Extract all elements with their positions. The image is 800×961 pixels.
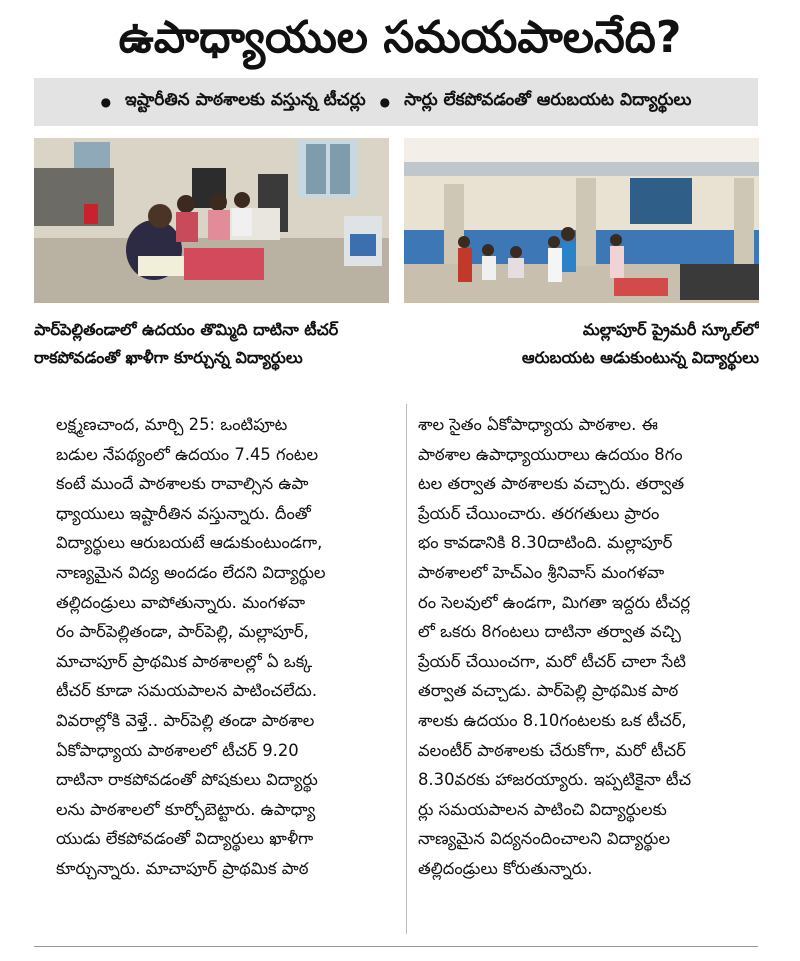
column-divider: [406, 404, 407, 934]
body-line: ప్రేయర్ చేయించగా, మరో టీచర్ చాలా సేటి: [418, 651, 686, 671]
photo-classroom-students: [34, 138, 389, 303]
body-line: టల తర్వాత పాఠశాలకు వచ్చారు. తర్వాత: [418, 474, 685, 494]
bullet-icon: ●: [379, 95, 391, 109]
body-line: శాల సైతం ఏకోపాధ్యాయ పాఠశాల. ఈ: [418, 415, 658, 434]
body-line: రం పార్‌పెల్లితండా, పార్‌పెల్లి, మల్లాపూర్,: [56, 622, 309, 642]
body-line: ఏకోపాధ్యాయ పాఠశాలలో టీచర్ 9.20: [56, 740, 299, 760]
article-column-left: [56, 410, 400, 940]
body-line: వలంటీర్ పాఠశాలకు చేరుకోగా, మరో టీచర్: [418, 740, 686, 760]
headline: ఉపాధ్యాయుల సమయపాలనేది?: [118, 12, 682, 63]
body-line: మాచాపూర్ ప్రాథమిక పాఠశాలల్లో ఏ ఒక్క: [56, 651, 313, 671]
subheadline-1: ఇష్టారీతిన పాఠశాలకు వస్తున్న టీచర్లు: [125, 90, 366, 110]
body-line: నాణ్యమైన విద్య అందడం లేదని విద్యార్థుల: [56, 562, 326, 582]
body-line: బడుల నేపథ్యంలో ఉదయం 7.45 గంటల: [56, 444, 319, 464]
body-line: శాలకు ఉదయం 8.10గంటలకు ఒక టీచర్,: [418, 710, 687, 730]
body-line: ర్లు సమయపాలన పాటించి విద్యార్థులకు: [418, 799, 667, 819]
bottom-rule: [34, 946, 758, 947]
body-line: లను పాఠశాలలో కూర్చోబెట్టారు. ఉపాధ్యా: [56, 799, 316, 819]
caption-line: పార్‌పెల్లితండాలో ఉదయం తొమ్మిది దాటినా టీచర్: [34, 320, 339, 339]
caption-line: రాకపోవడంతో ఖాళీగా కూర్చున్న విద్యార్థులు: [34, 348, 303, 367]
body-line: ప్రేయర్ చేయించారు. తరగతులు ప్రారం: [418, 503, 660, 523]
body-line: విద్యార్థులు ఆరుబయటే ఆడుకుంటుండగా,: [56, 533, 323, 553]
body-line: 8.30వరకు హాజరయ్యారు. ఇప్పటికైనా టీచ: [418, 770, 692, 790]
body-line: పాఠశాల ఉపాధ్యాయురాలు ఉదయం 8గం: [418, 444, 683, 464]
body-line: వివరాల్లోకి వెళ్తే.. పార్‌పెల్లి తండా పాఠశాల: [56, 710, 315, 730]
photo-outdoor-students: [404, 138, 759, 303]
subheadline-bar: [34, 78, 758, 126]
body-line: నాణ్యమైన విద్యనందించాలని విద్యార్థుల: [418, 829, 671, 849]
body-line: లక్ష్మణచాంద, మార్చి 25: ఒంటిపూట: [56, 415, 288, 434]
body-line: భం కావడానికి 8.30దాటింది. మల్లాపూర్: [418, 533, 673, 553]
body-line: తల్లిదండ్రులు వాపోతున్నారు. మంగళవా: [56, 592, 306, 612]
body-line: పాఠశాలలో హెచ్‌ఎం శ్రీనివాస్ మంగళవా: [418, 562, 665, 582]
body-line: కంటే ముందే పాఠశాలకు రావాల్సిన ఉపా: [56, 474, 309, 494]
bullet-icon: ●: [100, 95, 112, 109]
body-line: ధ్యాయులు ఇష్టారీతిన వస్తున్నారు. దీంతో: [56, 503, 311, 523]
caption-line: మల్లాపూర్ ప్రైమరీ స్కూల్‌లో: [582, 320, 759, 339]
body-line: యుడు లేకపోవడంతో విద్యార్థులు ఖాళీగా: [56, 829, 314, 849]
body-line: లో ఒకరు 8గంటలు దాటినా తర్వాత వచ్చి: [418, 622, 681, 642]
body-line: కూర్చున్నారు. మాచాపూర్ ప్రాథమిక పాఠ: [56, 858, 309, 878]
body-line: టీచర్ కూడా సమయపాలన పాటించలేదు.: [56, 681, 318, 701]
body-line: తర్వాత వచ్చాడు. పార్‌పెల్లి ప్రాథమిక పాఠ: [418, 681, 679, 701]
caption-right: [404, 316, 759, 382]
subheadline-2: సార్లు లేకపోవడంతో ఆరుబయట విద్యార్థులు: [404, 90, 692, 110]
caption-line: ఆరుబయట ఆడుకుంటున్న విద్యార్థులు: [521, 348, 759, 367]
body-line: రం సెలవులో ఉండగా, మిగతా ఇద్దరు టీచర్ల: [418, 592, 691, 612]
article-column-right: [418, 410, 762, 940]
caption-left: [34, 316, 404, 382]
body-line: తల్లిదండ్రులు కోరుతున్నారు.: [418, 858, 593, 878]
body-line: దాటినా రాకపోవడంతో పోషకులు విద్యార్థు: [56, 770, 318, 790]
